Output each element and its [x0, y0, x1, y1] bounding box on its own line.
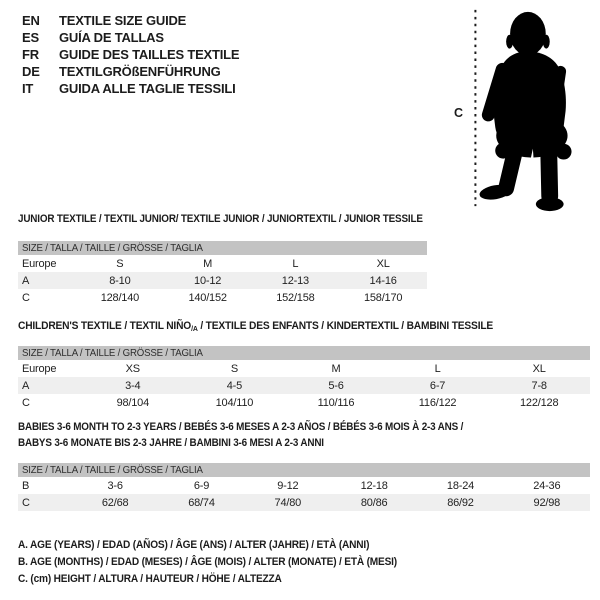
language-row	[22, 80, 239, 97]
table-title-junior: JUNIOR TEXTILE / TEXTIL JUNIOR/ TEXTILE JUNIOR / JUNIORTEXTIL / JUNIOR TESSILE	[18, 213, 423, 225]
value-cell: 110/116	[317, 396, 355, 409]
value-cell: 7-8	[531, 379, 547, 392]
value-cell: 3-4	[125, 379, 141, 392]
value-cell: 74/80	[274, 496, 302, 509]
babies-textile-table	[18, 463, 590, 511]
value-cell: 128/140	[100, 291, 140, 304]
table-row-c	[18, 289, 427, 306]
legend-line-c: C. (cm) HEIGHT / ALTURA / HAUTEUR / HÖHE / ALTEZZA	[18, 573, 282, 585]
value-cell: 8-10	[109, 274, 131, 287]
language-code: IT	[22, 81, 34, 96]
table-title-babies-line1: BABIES 3-6 MONTH TO 2-3 YEARS / BEBÉS 3-6 MESES A 2-3 AÑOS / BÉBÉS 3-6 MOIS À 2-3 ANS /	[18, 421, 464, 433]
value-cell: 92/98	[533, 496, 561, 509]
language-title: GUIDE DES TAILLES TEXTILE	[59, 47, 240, 62]
table-title-babies-line2: BABYS 3-6 MONATE BIS 2-3 JAHRE / BAMBINI 3-6 MESI A 2-3 ANNI	[18, 436, 324, 449]
row-label: C	[22, 396, 30, 409]
value-cell: 12-13	[281, 274, 309, 287]
row-label: A	[22, 274, 30, 287]
value-cell: 152/158	[276, 291, 315, 304]
row-label: A	[22, 379, 30, 392]
row-label: Europe	[22, 257, 57, 270]
value-cell: 14-16	[369, 274, 397, 287]
row-label: C	[22, 291, 30, 304]
table-row-c	[18, 394, 590, 411]
language-title: TEXTILE SIZE GUIDE	[59, 13, 187, 28]
language-row	[22, 46, 239, 63]
value-cell: 140/152	[188, 291, 227, 304]
height-measure-label: C	[454, 106, 464, 120]
row-label: B	[22, 479, 30, 492]
table-row-europe	[18, 255, 427, 272]
language-row	[22, 63, 239, 80]
size-cell: XL	[532, 362, 546, 375]
size-cell: XL	[376, 257, 390, 270]
size-header-bar: SIZE / TALLA / TAILLE / GRÖSSE / TAGLIA	[18, 241, 427, 255]
language-row	[22, 12, 239, 29]
language-code: FR	[22, 47, 39, 62]
value-cell: 5-6	[328, 379, 344, 392]
value-cell: 4-5	[226, 379, 243, 392]
language-title: TEXTILGRÖßENFÜHRUNG	[59, 64, 221, 79]
language-code: EN	[22, 13, 40, 28]
value-cell: 6-7	[429, 379, 446, 392]
table-title-babies	[18, 420, 463, 451]
baby-silhouette	[478, 12, 571, 211]
value-cell: 104/110	[215, 396, 254, 409]
row-label: C	[22, 496, 30, 509]
value-cell: 62/68	[101, 496, 129, 509]
language-row	[22, 29, 239, 46]
value-cell: 3-6	[107, 479, 123, 492]
size-header-bar: SIZE / TALLA / TAILLE / GRÖSSE / TAGLIA	[18, 346, 590, 360]
value-cell: 80/86	[360, 496, 388, 509]
size-cell: XS	[125, 362, 140, 375]
value-cell: 116/122	[418, 396, 457, 409]
value-cell: 98/104	[116, 396, 150, 409]
value-cell: 24-36	[533, 479, 561, 492]
size-cell: M	[203, 257, 213, 270]
value-cell: 12-18	[360, 479, 388, 492]
value-cell: 68/74	[188, 496, 215, 509]
value-cell: 18-24	[446, 479, 475, 492]
value-cell: 6-9	[193, 479, 210, 492]
value-cell: 158/170	[363, 291, 403, 304]
size-cell: S	[230, 362, 238, 375]
value-cell: 10-12	[194, 274, 222, 287]
legend-line-b: B. AGE (MONTHS) / EDAD (MESES) / ÂGE (MOIS) / ALTER (MONATE) / ETÀ (MESI)	[18, 556, 397, 568]
language-title: GUÍA DE TALLAS	[59, 30, 164, 45]
language-title-block	[22, 12, 239, 97]
junior-textile-table	[18, 241, 427, 306]
table-title-children: CHILDREN'S TEXTILE / TEXTIL $NIÑO_{/A}$ / TEXTILE DES ENFANTS / KINDERTEXTIL / BAMBINI TESSILE	[18, 320, 494, 333]
baby-figure	[440, 2, 600, 220]
table-row-a	[18, 272, 427, 289]
baby-silhouette-icon	[440, 2, 600, 220]
language-title: GUIDA ALLE TAGLIE TESSILI	[59, 81, 236, 96]
size-cell: L	[434, 362, 441, 375]
value-cell: 9-12	[277, 479, 299, 492]
legend-line-a: A. AGE (YEARS) / EDAD (AÑOS) / ÂGE (ANS) / ALTER (JAHRE) / ETÀ (ANNI)	[18, 539, 370, 551]
size-cell: S	[116, 257, 124, 270]
size-cell: L	[292, 257, 299, 270]
size-cell: M	[331, 362, 341, 375]
language-code: ES	[22, 30, 39, 45]
value-cell: 86/92	[447, 496, 474, 509]
table-row-europe	[18, 360, 590, 377]
measure-legend	[18, 537, 430, 588]
table-row-c	[18, 494, 590, 511]
table-row-a	[18, 377, 590, 394]
table-row-b	[18, 477, 590, 494]
size-header-bar: SIZE / TALLA / TAILLE / GRÖSSE / TAGLIA	[18, 463, 590, 477]
language-code: DE	[22, 64, 40, 79]
value-cell: 122/128	[520, 396, 559, 409]
childrens-textile-table	[18, 346, 590, 411]
row-label: Europe	[22, 362, 57, 375]
